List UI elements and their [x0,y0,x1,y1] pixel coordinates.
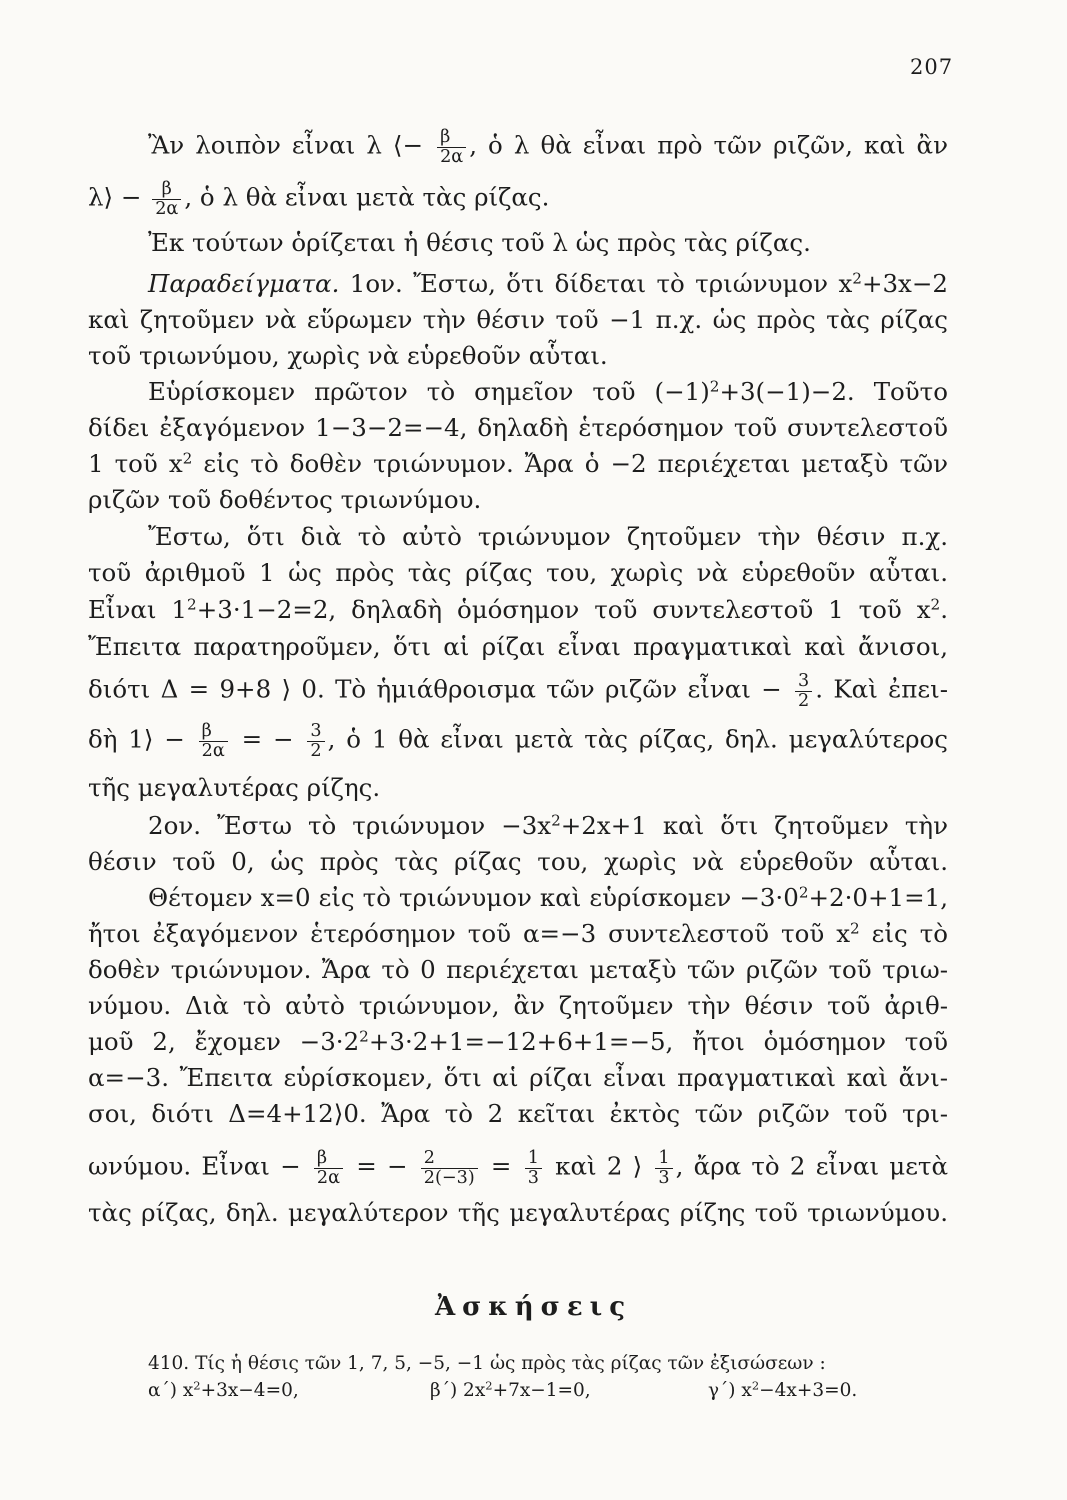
text-line: ἤτοι ἐξαγόμενον ἑτερόσημον τοῦ α=−3 συντελεστοῦ τοῦ $x^2$ εἰς τὸ [88,919,948,948]
text-line: τῆς μεγαλυτέρας ρίζης. [88,773,381,802]
text-line: δίδει ἐξαγόμενον 1−3−2=−4, δηλαδὴ ἑτερόσημον τοῦ συντελεστοῦ [88,413,948,442]
fraction: $\frac{1}{3}$ [655,1149,672,1187]
text-line: θέσιν τοῦ 0, ὡς πρὸς τὰς ρίζας του, χωρὶς νὰ εὑρεθοῦν αὗται. [88,847,948,876]
fraction: $\frac{2}{2(-3)}$ [421,1149,478,1187]
exercises-heading: Ἀσκήσεις [434,1292,633,1322]
text-line: Ἂν λοιπὸν εἶναι λ ⟨− $\frac{\beta}{2\alpha}$ , ὁ λ θὰ εἶναι πρὸ τῶν ριζῶν, καὶ ἂν [148,127,948,167]
text-line: σοι, διότι Δ=4+12⟩0. Ἄρα τὸ 2 κεῖται ἐκτὸς τῶν ριζῶν τοῦ τρι- [88,1099,948,1128]
text-line: Ἔπειτα παρατηροῦμεν, ὅτι αἱ ρίζαι εἶναι πραγματικαὶ καὶ ἄνισοι, [88,632,948,661]
exercise-part: α΄) $x^2+3x-4=0$, [148,1378,299,1401]
text-line: α=−3. Ἔπειτα εὑρίσκομεν, ὅτι αἱ ρίζαι εἶναι πραγματικαὶ καὶ ἄνι- [88,1063,948,1092]
fraction: $\frac{3}{2}$ [307,722,324,760]
page-number: 207 [910,55,954,79]
text-line: τοῦ τριωνύμου, χωρὶς νὰ εὑρεθοῦν αὗται. [88,341,608,370]
text-line: Εὑρίσκομεν πρῶτον τὸ σημεῖον τοῦ $(-1)^2+3(-1)-2$. Τοῦτο [148,377,948,406]
text-line: ωνύμου. Εἶναι − $\frac{\beta}{2\alpha}$ = − $\frac{2}{2(-3)}$ = $\frac{1}{3}$ καὶ 2 ⟩ $\frac{1}{3}$ , ἄρα τὸ 2 εἶναι μετὰ [88,1148,949,1188]
text-line: τὰς ρίζας, δηλ. μεγαλύτερον τῆς μεγαλυτέρας ρίζης τοῦ τριωνύμου. [88,1198,948,1227]
text-line: Ἔστω, ὅτι διὰ τὸ αὐτὸ τριώνυμον ζητοῦμεν τὴν θέσιν π.χ. [148,522,948,551]
fraction: $\frac{\beta}{2\alpha}$ [152,180,181,218]
fraction: $\frac{\beta}{2\alpha}$ [314,1149,343,1187]
examples-label: Παραδείγματα. [148,269,340,298]
fraction: $\frac{\beta}{2\alpha}$ [437,128,466,166]
text-line: δοθὲν τριώνυμον. Ἄρα τὸ 0 περιέχεται μεταξὺ τῶν ριζῶν τοῦ τριω- [88,955,948,984]
text-line: 1 τοῦ $x^2$ εἰς τὸ δοθὲν τριώνυμον. Ἄρα ὁ −2 περιέχεται μεταξὺ τῶν [88,449,948,478]
exercise-part: γ΄) $x^2-4x+3=0$. [708,1378,858,1401]
text-line: Εἶναι $1^2+3\cdot 1-2=2$, δηλαδὴ ὁμόσημον τοῦ συντελεστοῦ 1 τοῦ $x^2$. [88,595,948,624]
fraction: $\frac{1}{3}$ [525,1149,542,1187]
text-line: δὴ 1⟩ − $\frac{\beta}{2\alpha}$ = − $\frac{3}{2}$ , ὁ 1 θὰ εἶναι μετὰ τὰς ρίζας, δηλ. μεγαλύτερος [88,721,948,761]
exercise-statement: 410. Τίς ἡ θέσις τῶν 1, 7, 5, −5, −1 ὡς πρὸς τὰς ρίζας τῶν ἐξισώσεων : [148,1353,826,1374]
text-line: Παραδείγματα. 1ον. Ἔστω, ὅτι δίδεται τὸ τριώνυμον $x^2+3x-2$ [148,269,948,298]
text-line: λ⟩ − $\frac{\beta}{2\alpha}$ , ὁ λ θὰ εἶναι μετὰ τὰς ρίζας. [88,179,550,219]
text-line: μοῦ 2, ἔχομεν $-3\cdot 2^2+3\cdot 2+1=-12+6+1=-5$, ἤτοι ὁμόσημον τοῦ [88,1027,948,1056]
text-line: τοῦ ἀριθμοῦ 1 ὡς πρὸς τὰς ρίζας του, χωρὶς νὰ εὑρεθοῦν αὗται. [88,558,948,587]
exercise-part: β΄) $2x^2+7x-1=0$, [430,1378,591,1401]
fraction: $\frac{3}{2}$ [795,672,812,710]
text-line: Θέτομεν x=0 εἰς τὸ τριώνυμον καὶ εὑρίσκομεν $-3\cdot 0^2+2\cdot 0+1=1$, [148,883,948,912]
text-line: καὶ ζητοῦμεν νὰ εὕρωμεν τὴν θέσιν τοῦ −1 π.χ. ὡς πρὸς τὰς ρίζας [88,305,948,334]
text-line: νύμου. Διὰ τὸ αὐτὸ τριώνυμον, ἂν ζητοῦμεν τὴν θέσιν τοῦ ἀριθ- [88,991,948,1020]
text-line: Ἐκ τούτων ὁρίζεται ἡ θέσις τοῦ λ ὡς πρὸς τὰς ρίζας. [148,228,811,257]
fraction: $\frac{\beta}{2\alpha}$ [199,722,228,760]
text-line: διότι Δ = 9+8 ⟩ 0. Τὸ ἡμιάθροισμα τῶν ριζῶν εἶναι − $\frac{3}{2}$ . Καὶ ἐπει- [88,671,948,711]
text-line: 2ον. Ἔστω τὸ $\tau\rho\iota ώ\nu\upsilon\mu o\nu -3x^2+2x+1$ καὶ ὅτι ζητοῦμεν τὴν [148,811,948,840]
text-line: ριζῶν τοῦ δοθέντος τριωνύμου. [88,485,482,514]
